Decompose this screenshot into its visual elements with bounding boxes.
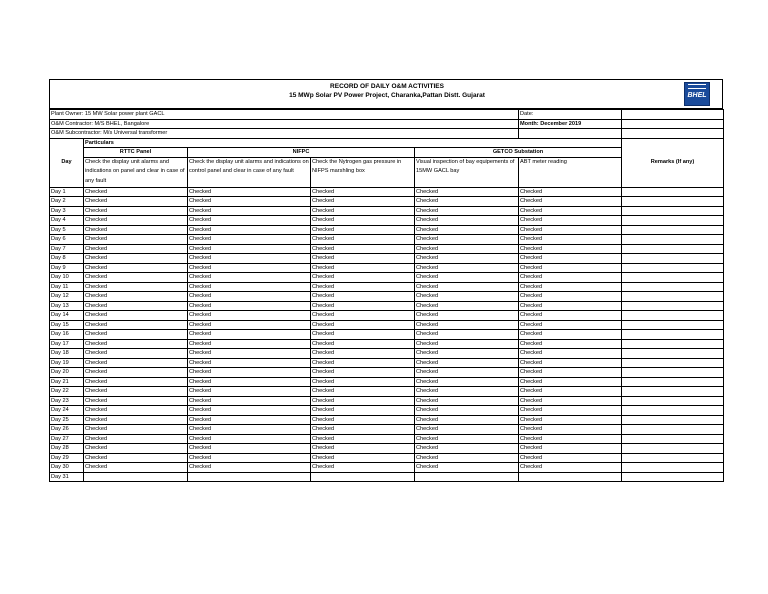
table-row (50, 263, 724, 273)
rttc-check-cell: Checked (84, 453, 188, 463)
rttc-check-cell: Checked (84, 235, 188, 245)
bay-inspection-cell: Checked (415, 349, 519, 359)
day-cell: Day 5 (50, 225, 84, 235)
rttc-check-cell: Checked (84, 273, 188, 283)
day-cell: Day 24 (50, 406, 84, 416)
nifpc-panel-check-cell: Checked (188, 206, 311, 216)
nitrogen-check-cell: Checked (311, 263, 415, 273)
nifpc-panel-check-cell: Checked (188, 244, 311, 254)
table-row (50, 273, 724, 283)
nifpc-panel-check-cell: Checked (188, 254, 311, 264)
nitrogen-check-cell: Checked (311, 377, 415, 387)
nitrogen-check-cell: Checked (311, 282, 415, 292)
nifpc-panel-check-cell: Checked (188, 396, 311, 406)
rttc-check-cell: Checked (84, 463, 188, 473)
nitrogen-check-cell: Checked (311, 425, 415, 435)
abt-meter-cell: Checked (519, 187, 622, 197)
nifpc-panel-check-cell: Checked (188, 187, 311, 197)
day-cell: Day 3 (50, 206, 84, 216)
nitrogen-check-cell: Checked (311, 311, 415, 321)
day-cell: Day 19 (50, 358, 84, 368)
day-cell: Day 2 (50, 197, 84, 207)
bay-inspection-cell (415, 472, 519, 482)
nitrogen-check-cell: Checked (311, 273, 415, 283)
date-label: Date: (519, 110, 622, 120)
abt-meter-cell: Checked (519, 368, 622, 378)
nifpc-panel-check-cell: Checked (188, 282, 311, 292)
bhel-logo-icon (684, 82, 710, 106)
day-cell: Day 20 (50, 368, 84, 378)
day-cell: Day 22 (50, 387, 84, 397)
abt-meter-cell: Checked (519, 263, 622, 273)
remarks-cell (622, 273, 724, 283)
day-cell: Day 13 (50, 301, 84, 311)
table-row (50, 197, 724, 207)
remarks-cell (622, 406, 724, 416)
bay-inspection-cell: Checked (415, 206, 519, 216)
nitrogen-check-cell: Checked (311, 415, 415, 425)
day-cell: Day 11 (50, 282, 84, 292)
rttc-check-cell: Checked (84, 301, 188, 311)
abt-meter-cell: Checked (519, 254, 622, 264)
rttc-check-cell: Checked (84, 197, 188, 207)
rttc-check-cell: Checked (84, 377, 188, 387)
record-title: RECORD OF DAILY O&M ACTIVITIES (330, 83, 444, 90)
bay-inspection-cell: Checked (415, 377, 519, 387)
nitrogen-check-cell: Checked (311, 339, 415, 349)
table-row (50, 339, 724, 349)
abt-meter-cell: Checked (519, 463, 622, 473)
table-row (50, 235, 724, 245)
abt-meter-cell: Checked (519, 453, 622, 463)
daily-om-record-sheet (49, 79, 723, 482)
nifpc-panel-check-cell: Checked (188, 301, 311, 311)
abt-meter-cell: Checked (519, 235, 622, 245)
table-row (50, 425, 724, 435)
nitrogen-check-cell: Checked (311, 444, 415, 454)
subcontractor-row (50, 129, 724, 139)
remarks-cell (622, 472, 724, 482)
bay-inspection-cell: Checked (415, 197, 519, 207)
rttc-check-cell (84, 472, 188, 482)
nifpc-panel-check-cell: Checked (188, 292, 311, 302)
nifpc-panel-check-cell: Checked (188, 320, 311, 330)
abt-meter-cell: Checked (519, 434, 622, 444)
nifpc-panel-check-cell: Checked (188, 463, 311, 473)
bay-inspection-cell: Checked (415, 320, 519, 330)
nifpc-panel-check-cell: Checked (188, 235, 311, 245)
nifpc-header: NIFPC (188, 148, 415, 158)
remarks-cell (622, 254, 724, 264)
nitrogen-check-cell: Checked (311, 434, 415, 444)
abt-meter-cell: Checked (519, 396, 622, 406)
table-row (50, 434, 724, 444)
bay-inspection-cell: Checked (415, 415, 519, 425)
table-row (50, 320, 724, 330)
rttc-check-cell: Checked (84, 244, 188, 254)
nifpc-panel-check-cell: Checked (188, 415, 311, 425)
rttc-check-cell: Checked (84, 358, 188, 368)
table-row (50, 472, 724, 482)
remarks-cell (622, 235, 724, 245)
nitrogen-check-cell: Checked (311, 197, 415, 207)
nifpc-panel-check-cell: Checked (188, 406, 311, 416)
abt-meter-cell: Checked (519, 225, 622, 235)
remarks-cell (622, 349, 724, 359)
remarks-cell (622, 415, 724, 425)
day-cell: Day 30 (50, 463, 84, 473)
rttc-check-cell: Checked (84, 292, 188, 302)
nitrogen-check-cell: Checked (311, 301, 415, 311)
remarks-cell (622, 368, 724, 378)
bay-inspection-cell: Checked (415, 444, 519, 454)
rttc-check-cell: Checked (84, 396, 188, 406)
remarks-cell (622, 206, 724, 216)
nifpc-panel-check-cell: Checked (188, 368, 311, 378)
plant-owner-row (50, 110, 724, 120)
abt-meter-cell: Checked (519, 311, 622, 321)
nifpc-panel-check-cell: Checked (188, 273, 311, 283)
bay-inspection-cell: Checked (415, 216, 519, 226)
abt-meter-cell: Checked (519, 320, 622, 330)
table-row (50, 396, 724, 406)
nitrogen-check-cell: Checked (311, 206, 415, 216)
bay-inspection-cell: Checked (415, 225, 519, 235)
table-row (50, 444, 724, 454)
day-cell: Day 7 (50, 244, 84, 254)
table-row (50, 187, 724, 197)
remarks-cell (622, 396, 724, 406)
abt-meter-cell: Checked (519, 216, 622, 226)
bay-inspection-cell: Checked (415, 368, 519, 378)
nifpc-panel-check-cell: Checked (188, 197, 311, 207)
record-subtitle: 15 MWp Solar PV Power Project, Charanka,Pattan Distt. Gujarat (289, 92, 485, 99)
nifpc-panel-check-cell: Checked (188, 225, 311, 235)
abt-meter-cell: Checked (519, 301, 622, 311)
day-cell: Day 26 (50, 425, 84, 435)
getco-substation-header: GETCO Substation (415, 148, 622, 158)
bay-inspection-cell: Checked (415, 396, 519, 406)
day-cell: Day 1 (50, 187, 84, 197)
table-row (50, 406, 724, 416)
rttc-check-cell: Checked (84, 282, 188, 292)
day-cell: Day 8 (50, 254, 84, 264)
nifpc-panel-check-cell: Checked (188, 358, 311, 368)
bay-inspection-cell: Checked (415, 406, 519, 416)
nitrogen-check-cell: Checked (311, 225, 415, 235)
abt-meter-cell: Checked (519, 358, 622, 368)
sub-spacer-2 (622, 129, 724, 139)
nifpc-panel-check-cell (188, 472, 311, 482)
bay-inspection-cell: Checked (415, 453, 519, 463)
rttc-check-cell: Checked (84, 425, 188, 435)
bay-inspection-cell: Checked (415, 387, 519, 397)
abt-meter-cell: Checked (519, 273, 622, 283)
day-cell: Day 12 (50, 292, 84, 302)
nifpc-panel-check-cell: Checked (188, 453, 311, 463)
table-row (50, 368, 724, 378)
abt-meter-cell: Checked (519, 406, 622, 416)
abt-meter-cell: Checked (519, 292, 622, 302)
remarks-cell (622, 187, 724, 197)
month-label: Month: December 2019 (519, 119, 622, 129)
bay-inspection-cell: Checked (415, 463, 519, 473)
nitrogen-check-cell: Checked (311, 292, 415, 302)
particulars-header: Particulars (84, 138, 622, 148)
remarks-cell (622, 425, 724, 435)
table-row (50, 254, 724, 264)
bay-inspection-cell: Checked (415, 425, 519, 435)
rttc-check-cell: Checked (84, 206, 188, 216)
rttc-check-cell: Checked (84, 263, 188, 273)
abt-meter-cell: Checked (519, 339, 622, 349)
task-header-4: Visual inspection of bay equipements of 15MW GACL bay (415, 157, 519, 187)
remarks-cell (622, 358, 724, 368)
contractor-row (50, 119, 724, 129)
rttc-check-cell: Checked (84, 406, 188, 416)
rttc-check-cell: Checked (84, 444, 188, 454)
nitrogen-check-cell: Checked (311, 216, 415, 226)
day-cell: Day 21 (50, 377, 84, 387)
table-row (50, 330, 724, 340)
table-row (50, 244, 724, 254)
nitrogen-check-cell: Checked (311, 244, 415, 254)
remarks-cell (622, 311, 724, 321)
bay-inspection-cell: Checked (415, 301, 519, 311)
remarks-cell (622, 320, 724, 330)
remarks-cell (622, 197, 724, 207)
remarks-cell (622, 216, 724, 226)
day-cell: Day 27 (50, 434, 84, 444)
remarks-header: Remarks (If any) (622, 138, 724, 187)
nitrogen-check-cell: Checked (311, 406, 415, 416)
task-header-1: Check the display unit alarms and indications on panel and clear in case of any fault (84, 157, 188, 187)
rttc-check-cell: Checked (84, 225, 188, 235)
plant-owner: Plant Owner: 15 MW Solar power plant GACL (50, 110, 519, 120)
om-subcontractor: O&M Subcontractor: M/s Universal transformer (50, 129, 519, 139)
abt-meter-cell (519, 472, 622, 482)
nitrogen-check-cell: Checked (311, 254, 415, 264)
remarks-cell (622, 444, 724, 454)
abt-meter-cell: Checked (519, 197, 622, 207)
remarks-cell (622, 330, 724, 340)
remarks-cell (622, 377, 724, 387)
table-row (50, 349, 724, 359)
nifpc-panel-check-cell: Checked (188, 330, 311, 340)
task-header-3: Check the Nytrogen gas pressure in NIFPS marshling box (311, 157, 415, 187)
rttc-check-cell: Checked (84, 387, 188, 397)
abt-meter-cell: Checked (519, 244, 622, 254)
day-cell: Day 31 (50, 472, 84, 482)
nitrogen-check-cell: Checked (311, 387, 415, 397)
bay-inspection-cell: Checked (415, 330, 519, 340)
nifpc-panel-check-cell: Checked (188, 216, 311, 226)
rttc-panel-header: RTTC Panel (84, 148, 188, 158)
logo-mark (688, 84, 706, 89)
task-header-5: ABT meter reading (519, 157, 622, 187)
abt-meter-cell: Checked (519, 415, 622, 425)
table-row (50, 225, 724, 235)
table-row (50, 358, 724, 368)
nifpc-panel-check-cell: Checked (188, 377, 311, 387)
remarks-cell (622, 292, 724, 302)
nitrogen-check-cell: Checked (311, 358, 415, 368)
table-row (50, 206, 724, 216)
abt-meter-cell: Checked (519, 206, 622, 216)
day-cell: Day 17 (50, 339, 84, 349)
bay-inspection-cell: Checked (415, 282, 519, 292)
rttc-check-cell: Checked (84, 311, 188, 321)
rttc-check-cell: Checked (84, 349, 188, 359)
rttc-check-cell: Checked (84, 320, 188, 330)
nifpc-panel-check-cell: Checked (188, 434, 311, 444)
bay-inspection-cell: Checked (415, 311, 519, 321)
nifpc-panel-check-cell: Checked (188, 349, 311, 359)
bay-inspection-cell: Checked (415, 292, 519, 302)
table-row (50, 282, 724, 292)
bay-inspection-cell: Checked (415, 358, 519, 368)
day-cell: Day 28 (50, 444, 84, 454)
day-cell: Day 23 (50, 396, 84, 406)
table-row (50, 301, 724, 311)
abt-meter-cell: Checked (519, 282, 622, 292)
nitrogen-check-cell (311, 472, 415, 482)
table-row (50, 377, 724, 387)
table-row (50, 292, 724, 302)
day-cell: Day 15 (50, 320, 84, 330)
month-spacer (622, 119, 724, 129)
table-row (50, 311, 724, 321)
date-spacer (622, 110, 724, 120)
nitrogen-check-cell: Checked (311, 330, 415, 340)
remarks-cell (622, 301, 724, 311)
bay-inspection-cell: Checked (415, 187, 519, 197)
rttc-check-cell: Checked (84, 254, 188, 264)
day-cell: Day 10 (50, 273, 84, 283)
table-row (50, 387, 724, 397)
logo-text: BHEL (687, 92, 707, 99)
rttc-check-cell: Checked (84, 187, 188, 197)
nitrogen-check-cell: Checked (311, 463, 415, 473)
nitrogen-check-cell: Checked (311, 396, 415, 406)
task-header-2: Check the display unit alarms and indications on control panel and clear in case of any fault (188, 157, 311, 187)
day-cell: Day 16 (50, 330, 84, 340)
abt-meter-cell: Checked (519, 387, 622, 397)
sub-spacer (519, 129, 622, 139)
table-row (50, 463, 724, 473)
remarks-cell (622, 225, 724, 235)
abt-meter-cell: Checked (519, 425, 622, 435)
nifpc-panel-check-cell: Checked (188, 387, 311, 397)
bay-inspection-cell: Checked (415, 254, 519, 264)
nitrogen-check-cell: Checked (311, 187, 415, 197)
table-row (50, 216, 724, 226)
day-cell: Day 29 (50, 453, 84, 463)
remarks-cell (622, 263, 724, 273)
bay-inspection-cell: Checked (415, 339, 519, 349)
bay-inspection-cell: Checked (415, 273, 519, 283)
bay-inspection-cell: Checked (415, 434, 519, 444)
remarks-cell (622, 339, 724, 349)
rttc-check-cell: Checked (84, 434, 188, 444)
om-contractor: O&M Contractor: M/S BHEL, Bangalore (50, 119, 519, 129)
day-cell: Day 9 (50, 263, 84, 273)
remarks-cell (622, 387, 724, 397)
record-header (49, 79, 723, 109)
nifpc-panel-check-cell: Checked (188, 444, 311, 454)
nifpc-panel-check-cell: Checked (188, 263, 311, 273)
nitrogen-check-cell: Checked (311, 349, 415, 359)
day-cell: Day 25 (50, 415, 84, 425)
bay-inspection-cell: Checked (415, 263, 519, 273)
table-row (50, 415, 724, 425)
nifpc-panel-check-cell: Checked (188, 425, 311, 435)
rttc-check-cell: Checked (84, 216, 188, 226)
rttc-check-cell: Checked (84, 415, 188, 425)
particulars-row (50, 138, 724, 148)
nitrogen-check-cell: Checked (311, 235, 415, 245)
abt-meter-cell: Checked (519, 330, 622, 340)
day-cell: Day 18 (50, 349, 84, 359)
nitrogen-check-cell: Checked (311, 320, 415, 330)
remarks-cell (622, 244, 724, 254)
day-cell: Day 4 (50, 216, 84, 226)
activity-table (49, 109, 724, 482)
nifpc-panel-check-cell: Checked (188, 311, 311, 321)
day-header: Day (50, 138, 84, 187)
table-row (50, 453, 724, 463)
remarks-cell (622, 282, 724, 292)
nifpc-panel-check-cell: Checked (188, 339, 311, 349)
bay-inspection-cell: Checked (415, 244, 519, 254)
abt-meter-cell: Checked (519, 444, 622, 454)
remarks-cell (622, 434, 724, 444)
abt-meter-cell: Checked (519, 377, 622, 387)
rttc-check-cell: Checked (84, 368, 188, 378)
nitrogen-check-cell: Checked (311, 368, 415, 378)
day-cell: Day 14 (50, 311, 84, 321)
remarks-cell (622, 463, 724, 473)
abt-meter-cell: Checked (519, 349, 622, 359)
nitrogen-check-cell: Checked (311, 453, 415, 463)
rttc-check-cell: Checked (84, 330, 188, 340)
bay-inspection-cell: Checked (415, 235, 519, 245)
day-cell: Day 6 (50, 235, 84, 245)
rttc-check-cell: Checked (84, 339, 188, 349)
remarks-cell (622, 453, 724, 463)
